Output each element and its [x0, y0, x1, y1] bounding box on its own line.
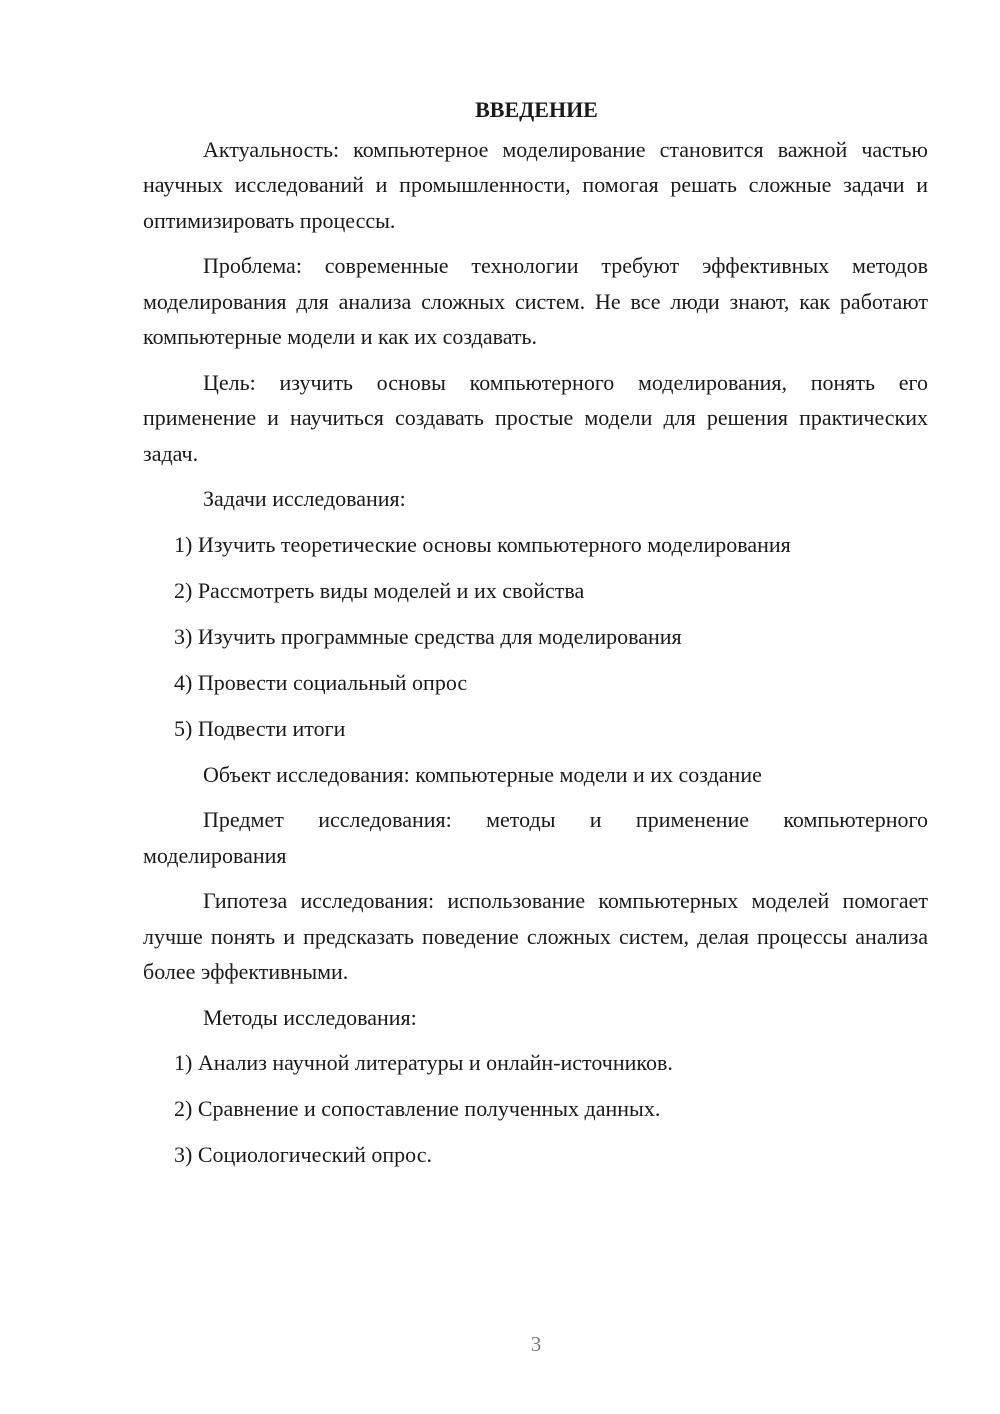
section-heading: ВВЕДЕНИЕ: [475, 97, 598, 122]
list-item: 3) Изучить программные средства для моделирования: [174, 623, 682, 649]
page-number: 3: [530, 1332, 542, 1356]
list-item: 3) Социологический опрос.: [174, 1142, 432, 1167]
subject-paragraph: Предмет исследования: методы и применение компьютерного моделирования: [143, 807, 928, 868]
list-item: 1) Анализ научной литературы и онлайн-источников.: [174, 1050, 673, 1075]
problem-paragraph: Проблема: современные технологии требуют эффективных методов моделирования для анализа сложных систем. Не все люди знают, как работают компьютерные модели и как их создавать.: [143, 253, 928, 349]
list-item: 1) Изучить теоретические основы компьютерного моделирования: [174, 531, 791, 557]
methods-title: Методы исследования:: [203, 1004, 417, 1030]
document-body: [143, 92, 928, 1183]
tasks-title: Задачи исследования:: [203, 486, 406, 511]
relevance-paragraph: Актуальность: компьютерное моделирование становится важной частью научных исследований и промышленности, помогая решать сложные задачи и оптимизировать процессы.: [143, 136, 928, 233]
goal-paragraph: Цель: изучить основы компьютерного моделирования, понять его применение и научиться создавать простые модели для решения практических задач.: [143, 369, 928, 466]
tasks-list: [143, 527, 928, 747]
list-item: 5) Подвести итоги: [174, 715, 346, 741]
list-item: 4) Провести социальный опрос: [174, 669, 468, 695]
list-item: 2) Сравнение и сопоставление полученных данных.: [174, 1096, 661, 1121]
methods-list: [143, 1045, 928, 1173]
hypothesis-paragraph: Гипотеза исследования: использование компьютерных моделей помогает лучше понять и предсказать поведение сложных систем, делая процессы анализа более эффективными.: [143, 888, 928, 984]
object-paragraph: Объект исследования: компьютерные модели и их создание: [203, 761, 762, 787]
list-item: 2) Рассмотреть виды моделей и их свойства: [174, 577, 585, 603]
